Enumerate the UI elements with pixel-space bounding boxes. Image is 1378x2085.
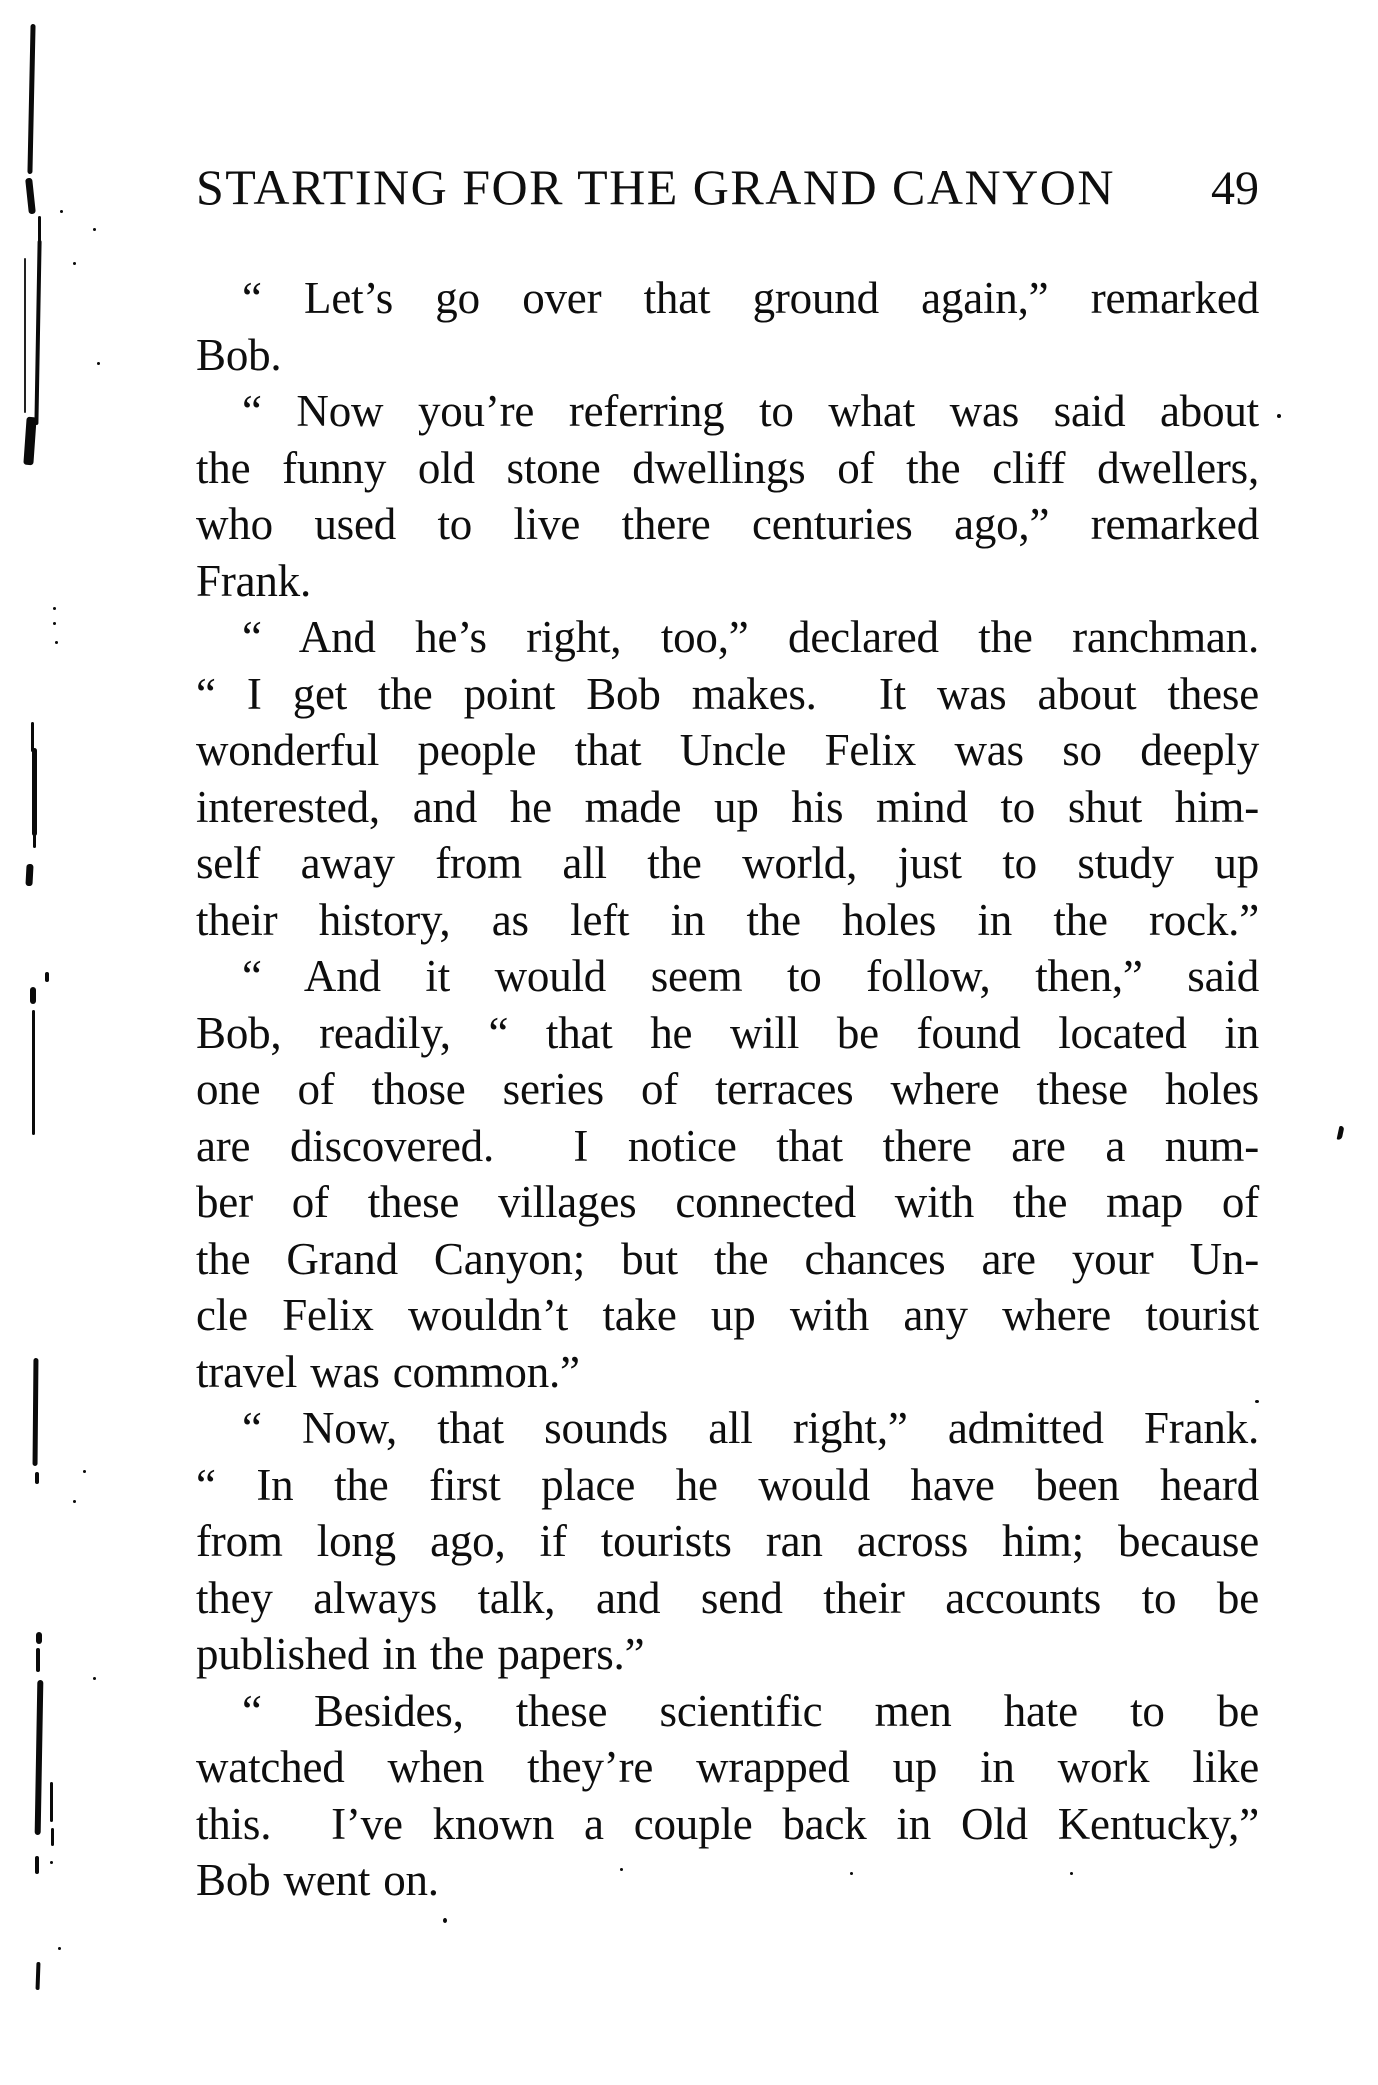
text-line: published in the papers.” (196, 1629, 645, 1679)
scan-speck (83, 1470, 86, 1473)
scan-speck (443, 1918, 447, 1923)
scan-speck (93, 1677, 96, 1680)
scan-artifact (36, 1648, 40, 1672)
scan-speck (93, 228, 96, 231)
text-line: “ I get the point Bob makes. It was about these (196, 668, 1259, 719)
text-line: who used to live there centuries ago,” remarked (196, 499, 1259, 549)
text-line: “ And he’s right, too,” declared the ranchman. (242, 612, 1259, 662)
scan-speck (53, 622, 56, 625)
text-line: “ And it would seem to follow, then,” said (242, 951, 1259, 1001)
text-line: Bob. (196, 329, 282, 380)
scan-speck (1255, 1400, 1259, 1403)
text-line: “ Now you’re referring to what was said about (242, 386, 1259, 436)
scan-artifact (32, 748, 37, 836)
scan-artifact (30, 987, 36, 1004)
text-line: cle Felix wouldn’t take up with any where tourist (196, 1290, 1259, 1340)
scan-artifact (33, 834, 36, 848)
scan-artifact (32, 1010, 35, 1135)
text-line: the Grand Canyon; but the chances are your Un- (196, 1233, 1259, 1284)
running-title: STARTING FOR THE GRAND CANYON (196, 159, 1115, 215)
text-line: “ Let’s go over that ground again,” remarked (242, 273, 1259, 323)
scan-speck (73, 1500, 76, 1503)
scan-artifact (23, 417, 36, 466)
scan-speck (53, 607, 56, 610)
scan-speck (58, 1947, 61, 1950)
page-header (196, 158, 1259, 216)
text-line: are discovered. I notice that there are a num- (196, 1120, 1259, 1171)
text-line: “ In the first place he would have been heard (196, 1459, 1259, 1510)
page-body (196, 270, 1259, 1909)
scan-speck (55, 641, 58, 644)
scan-artifact (27, 24, 35, 174)
text-line: “ Besides, these scientific men hate to be (242, 1685, 1259, 1736)
text-line: ber of these villages connected with the map of (196, 1177, 1259, 1227)
scan-artifact (50, 1782, 53, 1822)
text-line: they always talk, and send their accounts to be (196, 1572, 1259, 1623)
scan-speck (73, 262, 76, 265)
scan-artifact (1337, 1126, 1345, 1141)
scan-artifact (25, 864, 33, 886)
scan-artifact (35, 1680, 44, 1835)
text-line: “ Now, that sounds all right,” admitted Frank. (242, 1403, 1259, 1453)
scan-speck (620, 1868, 623, 1871)
text-line: watched when they’re wrapped up in work like (196, 1742, 1259, 1792)
text-line: travel was common.” (196, 1346, 580, 1397)
scan-artifact (24, 258, 26, 413)
text-line: Bob went on. (196, 1855, 439, 1905)
text-line: Frank. (196, 555, 312, 606)
scan-artifact (25, 178, 36, 215)
scan-artifact (45, 972, 49, 982)
scan-speck (850, 1872, 853, 1875)
scan-speck (60, 210, 63, 213)
scan-artifact (35, 1856, 39, 1874)
text-line: from long ago, if tourists ran across him; because (196, 1516, 1259, 1566)
scan-artifact (51, 1828, 54, 1846)
scan-artifact (36, 1962, 40, 1990)
scan-speck (1277, 414, 1281, 418)
text-line: this. I’ve known a couple back in Old Kentucky,” (196, 1798, 1259, 1849)
scan-speck (97, 362, 100, 365)
scan-artifact (36, 1632, 42, 1644)
text-line: one of those series of terraces where these holes (196, 1064, 1259, 1114)
scan-speck (1070, 1872, 1073, 1875)
scan-artifact (33, 1358, 39, 1466)
text-line: self away from all the world, just to study up (196, 838, 1259, 888)
text-line: their history, as left in the holes in the rock.” (196, 894, 1259, 945)
text-line: wonderful people that Uncle Felix was so deeply (196, 725, 1259, 775)
scan-artifact (34, 240, 41, 425)
text-line: the funny old stone dwellings of the cliff dwellers, (196, 442, 1259, 493)
page-number: 49 (1211, 162, 1259, 215)
text-line: Bob, readily, “ that he will be found located in (196, 1007, 1259, 1058)
scan-speck (50, 1861, 53, 1864)
text-line: interested, and he made up his mind to shut him- (196, 781, 1259, 832)
scan-artifact (35, 1472, 39, 1484)
